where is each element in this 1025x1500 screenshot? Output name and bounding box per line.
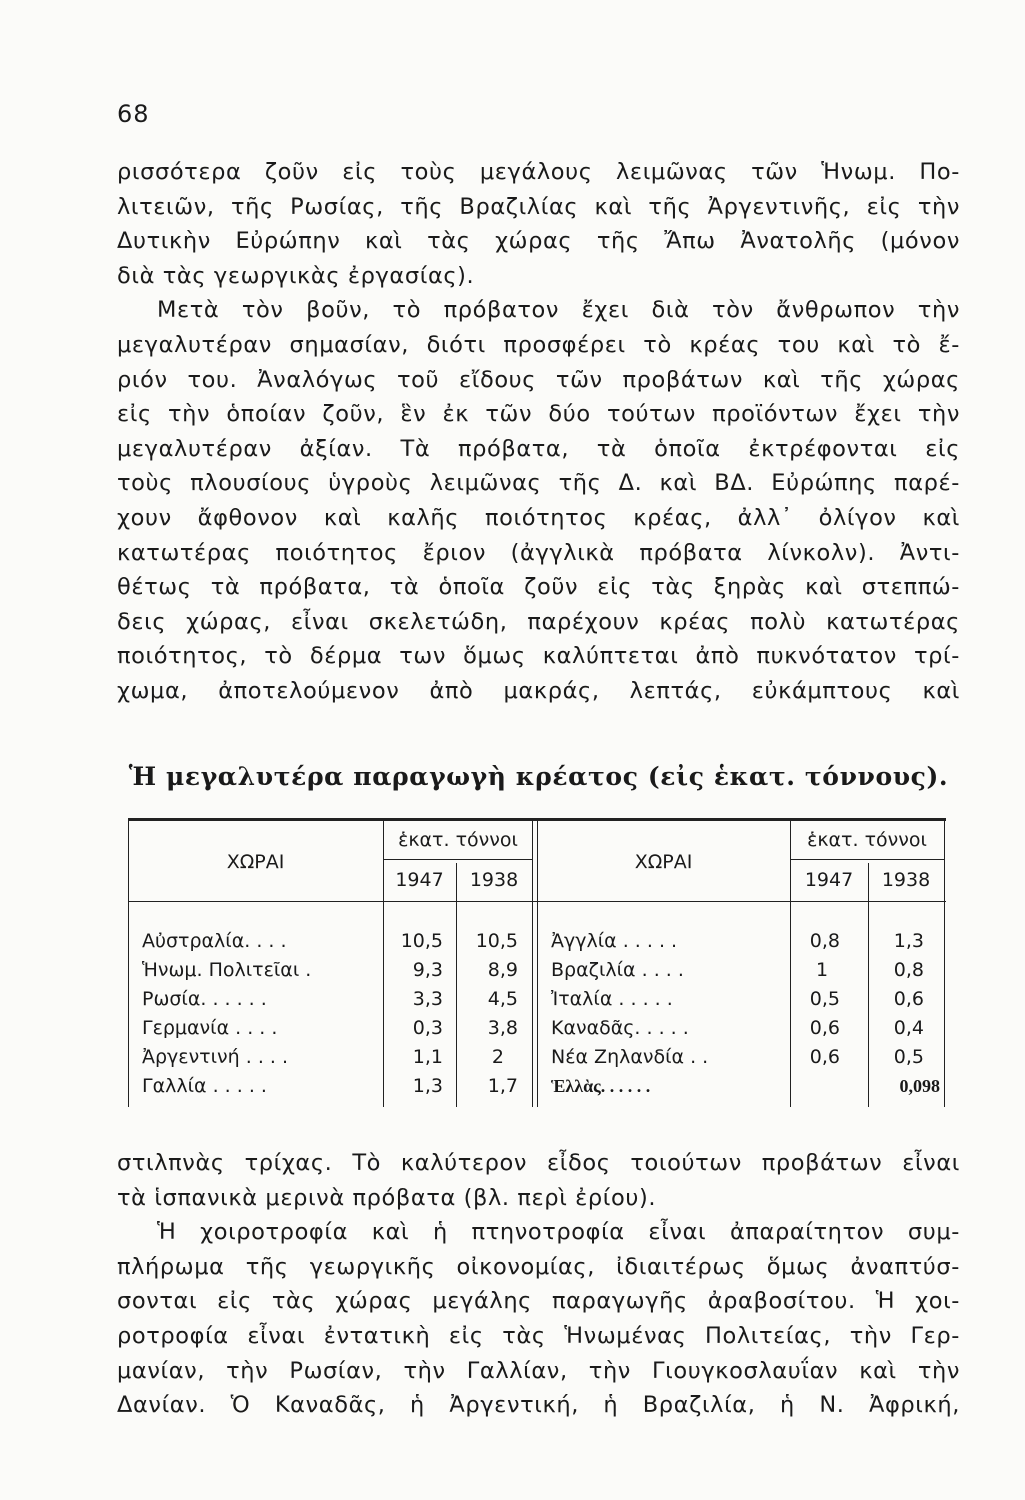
table-cell-1938: 10,5 [475, 930, 518, 952]
table-cell-1947: 1,3 [412, 1075, 443, 1097]
year-1947-header: 1947 [804, 869, 854, 891]
text-line: Ἡ χοιροτροφία καὶ ἡ πτηνοτροφία εἶναι ἀπαραίτητον συμ- [157, 1219, 960, 1246]
text-line: μεγαλυτέραν ἀξίαν. Τὰ πρόβατα, τὰ ὁποῖα ἐκτρέφονται εἰς [117, 435, 960, 462]
table-cell-1938: 0,8 [893, 959, 924, 981]
country-column-header: ΧΩΡΑΙ [634, 851, 693, 873]
table-cell-country: Ἀγγλία . . . . . [551, 930, 678, 952]
text-line: ρισσότερα ζοῦν εἰς τοὺς μεγάλους λειμῶνας τῶν Ἡνωμ. Πο- [117, 159, 960, 185]
text-line: πλήρωμα τῆς γεωργικῆς οἰκονομίας, ἰδιαιτέρως ὅμως ἀναπτύσ- [117, 1253, 960, 1280]
table-cell-country: Βραζιλία . . . . [551, 959, 684, 981]
text-line: Μετὰ τὸν βοῦν, τὸ πρόβατον ἔχει διὰ τὸν ἄνθρωπον τὴν [157, 297, 960, 324]
table-cell-country: Ἑλλὰς. . . . . . [551, 1076, 651, 1096]
table-cell-1947: 10,5 [400, 930, 443, 952]
table-cell-country: Ἰταλία . . . . . [551, 988, 673, 1010]
text-line: μεγαλυτέραν σημασίαν, διότι προσφέρει τὸ κρέας του καὶ τὸ ἔ- [117, 331, 960, 358]
text-line: Δανίαν. Ὁ Καναδᾶς, ἡ Ἀργεντική, ἡ Βραζιλία, ἡ Ν. Ἀφρική, [117, 1392, 960, 1419]
table-cell-1938: 1,7 [487, 1075, 518, 1097]
page-number: 68 [117, 100, 150, 128]
table-rule [128, 901, 946, 902]
table-cell-country: Ἡνωμ. Πολιτεῖαι . [142, 959, 312, 981]
table-cell-country: Καναδᾶς. . . . . [551, 1017, 689, 1039]
bottom-paragraphs [117, 1146, 960, 1423]
table-cell-country: Αὐστραλία. . . . [142, 930, 287, 952]
year-1938-header: 1938 [469, 869, 519, 891]
year-1938-header: 1938 [881, 869, 931, 891]
text-line: κατωτέρας ποιότητος ἔριον (ἀγγλικὰ πρόβατα λίνκολν). Ἀντι- [117, 539, 960, 566]
table-cell-country: Ἀργεντινή . . . . [142, 1046, 289, 1068]
unit-header: ἑκατ. τόννοι [398, 829, 518, 851]
text-line: Δυτικὴν Εὐρώπην καὶ τὰς χώρας τῆς Ἄπω Ἀνατολῆς (μόνον [117, 228, 960, 255]
table-cell-1947: 0,5 [809, 988, 840, 1010]
text-line: δεις χώρας, εἶναι σκελετώδη, παρέχουν κρέας πολὺ κατωτέρας [117, 608, 960, 635]
text-line: μανίαν, τὴν Ρωσίαν, τὴν Γαλλίαν, τὴν Γιουγκοσλαυΐαν καὶ τὴν [117, 1357, 960, 1384]
text-line: εἰς τὴν ὁποίαν ζοῦν, ἓν ἐκ τῶν δύο τούτων προϊόντων ἔχει τὴν [117, 401, 960, 428]
year-1947-header: 1947 [395, 869, 444, 891]
table-cell-country: Νέα Ζηλανδία . . [551, 1046, 709, 1068]
table-cell-1938: 0,098 [899, 1076, 940, 1096]
text-line: ροτροφία εἶναι ἐντατικὴ εἰς τὰς Ἡνωμένας Πολιτείας, τὴν Γερ- [117, 1322, 960, 1349]
table-cell-1947: 1 [816, 959, 829, 981]
table-cell-1938: 0,5 [893, 1046, 924, 1068]
table-cell-1947: 1,1 [412, 1046, 443, 1068]
table-cell-1947: 9,3 [412, 959, 443, 981]
country-column-header: ΧΩΡΑΙ [226, 851, 285, 873]
table-cell-1947: 3,3 [412, 988, 443, 1010]
text-line: σονται εἰς τὰς χώρας μεγάλης παραγωγῆς ἀραβοσίτου. Ἡ χοι- [117, 1288, 960, 1315]
table-rule [868, 863, 869, 1107]
meat-production-table [128, 818, 946, 1107]
top-paragraphs [117, 155, 960, 709]
table-rule [456, 863, 457, 1107]
text-line: θέτως τὰ πρόβατα, τὰ ὁποῖα ζοῦν εἰς τὰς ξηρὰς καὶ στεππώ- [117, 574, 960, 601]
text-line: ποιότητος, τὸ δέρμα των ὅμως καλύπτεται ἀπὸ πυκνότατον τρί- [117, 643, 960, 670]
text-line: χουν ἄφθονον καὶ καλῆς ποιότητος κρέας, ἀλλ᾽ ὀλίγον καὶ [117, 504, 960, 531]
table-cell-1938: 4,5 [487, 988, 518, 1010]
text-line: χωμα, ἀποτελούμενον ἀπὸ μακράς, λεπτάς, εὐκάμπτους καὶ [117, 677, 960, 704]
unit-header: ἑκατ. τόννοι [807, 829, 927, 851]
table-cell-1938: 0,6 [893, 988, 924, 1010]
text-line: λιτειῶν, τῆς Ρωσίας, τῆς Βραζιλίας καὶ τῆς Ἀργεντινῆς, εἰς τὴν [117, 193, 960, 220]
table-cell-country: Γαλλία . . . . . [142, 1075, 267, 1097]
table-rule [944, 821, 945, 1107]
table-title: Ἡ μεγαλυτέρα παραγωγὴ κρέατος (εἰς ἑκατ. τόννους). [128, 762, 949, 791]
table-rule [383, 859, 533, 860]
table-cell-1947: 0,3 [412, 1017, 443, 1039]
table-cell-1947: 0,8 [809, 930, 840, 952]
table-rule [532, 821, 533, 1107]
table-cell-1938: 1,3 [893, 930, 924, 952]
table-cell-1938: 0,4 [893, 1017, 924, 1039]
text-line: διὰ τὰς γεωργικὰς ἐργασίας). [117, 262, 475, 289]
table-cell-1938: 2 [491, 1046, 504, 1068]
text-line: ριόν του. Ἀναλόγως τοῦ εἴδους τῶν προβάτων καὶ τῆς χώρας [117, 366, 960, 393]
text-line: τοὺς πλουσίους ὑγροὺς λειμῶνας τῆς Δ. καὶ ΒΔ. Εὐρώπης παρέ- [117, 470, 960, 497]
table-cell-1938: 8,9 [487, 959, 518, 981]
table-cell-1947: 0,6 [809, 1046, 840, 1068]
text-line: τὰ ἱσπανικὰ μερινὰ πρόβατα (βλ. περὶ ἐρίου). [117, 1184, 657, 1211]
table-cell-country: Γερμανία . . . . [142, 1017, 278, 1039]
table-cell-country: Ρωσία. . . . . . [142, 988, 267, 1010]
table-cell-1947: 0,6 [809, 1017, 840, 1039]
table-cell-1938: 3,8 [487, 1017, 518, 1039]
table-rule [790, 859, 944, 860]
text-line: στιλπνὰς τρίχας. Τὸ καλύτερον εἶδος τοιούτων προβάτων εἶναι [117, 1150, 960, 1176]
